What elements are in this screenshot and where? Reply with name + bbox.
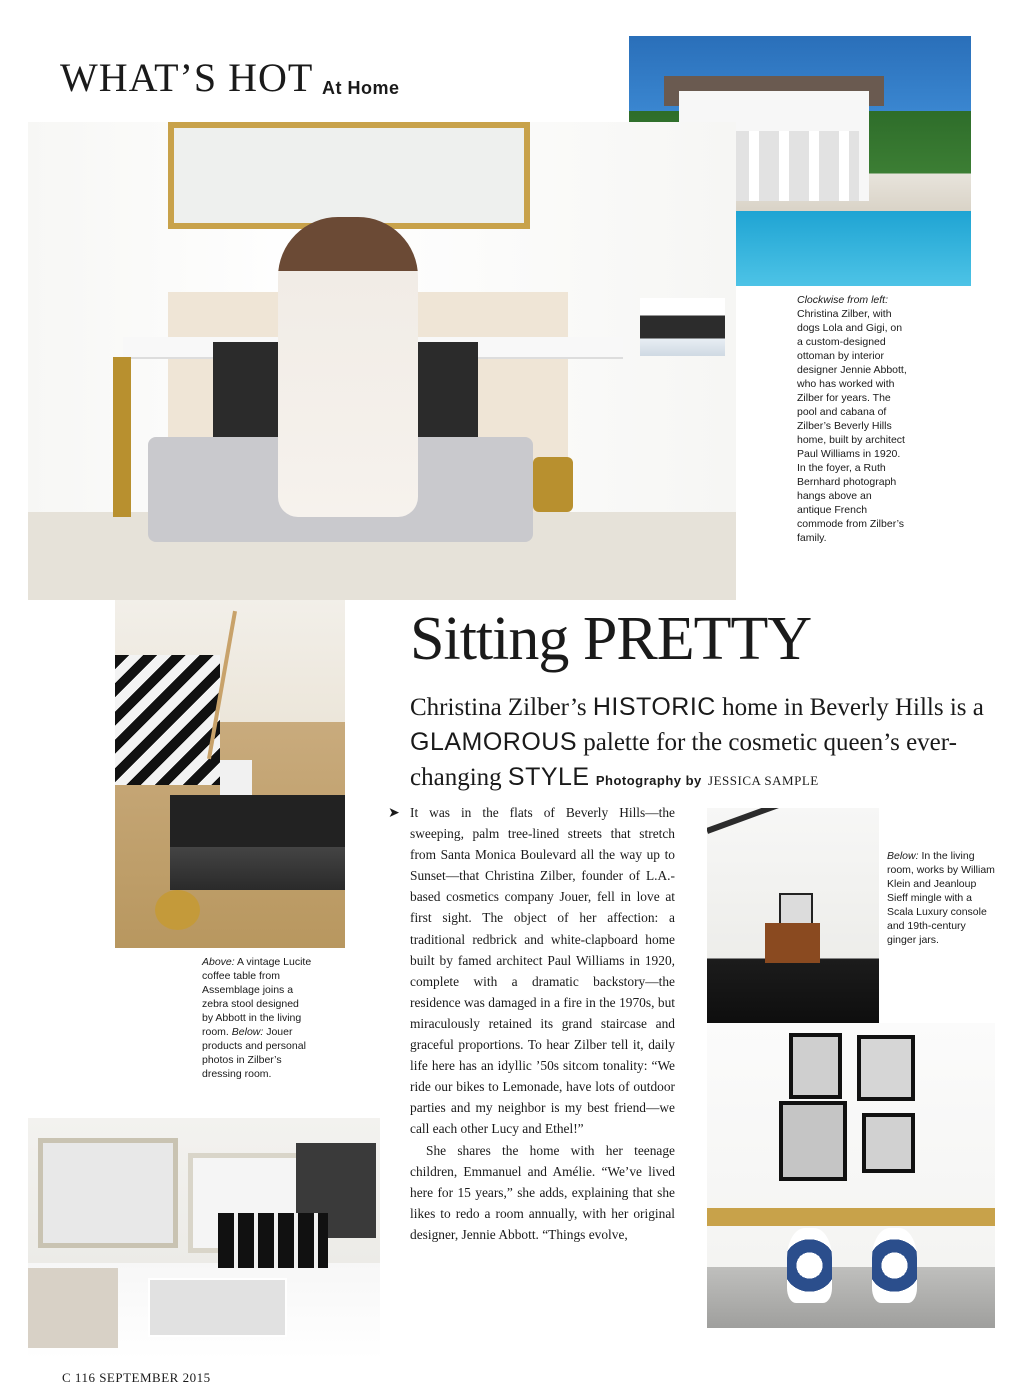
caption-lead: Above: [202,956,235,968]
dressing-room-photo [28,1118,380,1360]
article-title: Sitting PRETTY [410,605,812,673]
deck-text: Christina Zilber’s [410,694,587,721]
caption-text: A vintage Lucite coffee table from Assemblage joins a zebra stool designed by Abbott in the living room. [202,956,312,1038]
section-title: WHAT’S HOT [60,55,314,100]
gallery-wall-photo [707,1023,995,1328]
caption-lead-2: Below: [231,1026,264,1038]
sculpture-photo [640,298,725,356]
article-body [410,802,675,1245]
caption-text: In the living room, works by William Klein and Jeanloup Sieff mingle with a Scala Luxury console and 19th-century ginger jars. [887,850,995,946]
deck-text: home in Beverly Hills is a [722,694,984,721]
deck-caps: STYLE [507,763,590,791]
photo-credit-name: JESSICA SAMPLE [708,773,819,788]
caption-lead: Clockwise from left: [797,294,889,306]
living-room-photo [28,122,736,600]
caption-clockwise [797,293,907,545]
coffee-table-photo [115,600,345,948]
photo-credit-label: Photography by [595,773,702,788]
body-paragraph: She shares the home with her teenage children, Emmanuel and Amélie. “We’ve lived here for 15 years,” she adds, explaining that she likes to redo a room annually, with her original designer, Jennie Abbott. “Things evolve, [410,1142,675,1242]
staircase-photo [707,808,879,1023]
deck-caps: GLAMOROUS [410,728,578,756]
caption-lead: Below: [887,850,919,862]
arrow-icon: ➤ [388,804,400,820]
deck-caps: HISTORIC [592,693,716,721]
body-paragraph: It was in the flats of Beverly Hills—the sweeping, palm tree-lined streets that stretch from Santa Monica Boulevard all the way up to Sunset—that Christina Zilber, founder of L.A.-based cosmetics company Jouer, fell in love at first sight. The object of her affection: a traditional redbrick and white-clapboard home built by famed architect Paul Williams in 1920, complete with a dramatic backstory—the residence was damaged in a fire in the 1970s, but miraculously retained its grand staircase and graceful proportions. To hear Zilber tell it, daily life here has an idyllic ’50s sitcom tonality: “We ride our bikes to Lemonade, have lots of outdoor parties and my neighbor is my best friend—we call each other Lucy and Ethel!” [410,805,675,1137]
article-deck [410,690,1010,798]
deck-text: palette for the cosmetic queen’s ever-changing [410,729,957,791]
section-subtitle: At Home [322,78,400,98]
caption-text-2: Jouer products and personal photos in Zilber’s dressing room. [202,1026,306,1080]
page-folio: C 116 SEPTEMBER 2015 [62,1370,211,1385]
caption-text: Christina Zilber, with dogs Lola and Gigi, on a custom-designed ottoman by interior designer Jennie Abbott, who has worked with Zilber for years. The pool and cabana of Zilber’s Beverly Hills home, built by architect Paul Williams in 1920. In the foyer, a Ruth Bernhard photograph hangs above an antique French commode from Zilber’s family. [797,308,907,544]
caption-above-below [202,955,312,1081]
caption-living-room [887,849,997,947]
